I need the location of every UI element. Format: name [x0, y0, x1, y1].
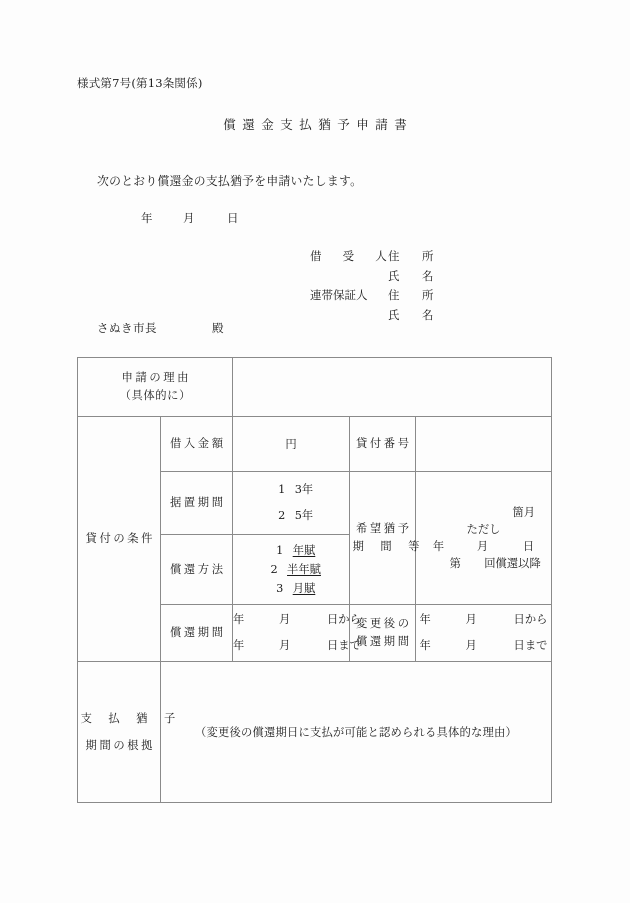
- repayment-period-to-month: 月: [279, 639, 291, 652]
- submission-date-line: [141, 210, 239, 226]
- date-year-label: 年: [141, 211, 153, 225]
- repayment-period-input-cell[interactable]: [233, 605, 361, 662]
- repayment-method-label-cell: [161, 535, 233, 605]
- desired-grace-date-line: [416, 538, 551, 555]
- reason-input-cell[interactable]: [233, 358, 552, 417]
- revised-repayment-period-from-year: 年: [419, 613, 431, 626]
- repayment-method-option-3-text: 月賦: [292, 582, 316, 595]
- grace-period-option-1[interactable]: [233, 477, 349, 503]
- revised-repayment-period-to-year: 年: [419, 639, 431, 652]
- desired-grace-label-cell: [350, 472, 423, 605]
- desired-grace-month: 月: [476, 540, 489, 553]
- guarantor-party-label: 連帯保証人: [310, 288, 368, 302]
- revised-repayment-period-from[interactable]: [416, 607, 551, 633]
- revised-repayment-period-input-cell[interactable]: [416, 605, 552, 662]
- repayment-period-from[interactable]: [233, 607, 361, 633]
- desired-grace-nth-line: [416, 555, 551, 572]
- grace-period-option-1-num: 1: [278, 483, 286, 496]
- grace-period-options-cell[interactable]: [233, 472, 350, 535]
- guarantor-name-label: 氏 名: [388, 307, 439, 322]
- revised-repayment-period-from-day: 日から: [513, 613, 548, 626]
- revised-repayment-period-to-month: 月: [465, 639, 477, 652]
- reason-label-line2: （具体的に）: [119, 389, 191, 402]
- repayment-period-to-day: 日まで: [327, 639, 361, 652]
- loan-conditions-label: 貸付の条件: [85, 532, 156, 545]
- revised-repayment-period-label-line2: 償還期間: [356, 635, 412, 648]
- repayment-period-from-day: 日から: [327, 613, 361, 626]
- repayment-method-option-2-text: 半年賦: [287, 563, 321, 576]
- borrower-address-row: [310, 247, 439, 267]
- repayment-method-label: 償還方法: [170, 562, 226, 576]
- desired-grace-nth-suffix: 回償還以降: [484, 557, 541, 570]
- grace-period-option-1-text: 3年: [294, 483, 314, 496]
- borrower-party-label: 借 受 人: [310, 249, 392, 263]
- grace-period-label-cell: [161, 472, 233, 535]
- loan-amount-label-cell: [161, 417, 233, 472]
- basis-label-line1: 支 払 猶 子: [80, 712, 178, 725]
- date-month-label: 月: [183, 211, 195, 225]
- repayment-period-to-year: 年: [233, 639, 245, 652]
- repayment-period-label: 償還期間: [170, 626, 226, 639]
- loan-conditions-label-cell: [78, 417, 161, 662]
- borrower-name-label: 氏 名: [388, 268, 439, 283]
- repayment-method-option-3[interactable]: [233, 579, 349, 598]
- repayment-method-option-1-text: 年賦: [292, 544, 316, 557]
- revised-repayment-period-from-month: 月: [465, 613, 477, 626]
- loan-number-label: 貸付番号: [356, 437, 412, 450]
- desired-grace-label-line2: 期 間 等: [352, 540, 423, 553]
- addressee-recipient: さぬき市長: [97, 321, 157, 335]
- basis-label-cell: [78, 662, 178, 803]
- repayment-method-option-1[interactable]: [233, 541, 349, 560]
- table-row-reason: [78, 358, 552, 417]
- repayment-method-option-3-num: 3: [276, 582, 284, 595]
- grace-period-option-2-text: 5年: [294, 509, 314, 522]
- reason-label-cell: [78, 358, 233, 417]
- desired-grace-proviso: ただし: [466, 523, 501, 536]
- repayment-method-option-1-num: 1: [276, 544, 284, 557]
- desired-grace-nth-prefix: 第: [449, 557, 461, 570]
- loan-amount-label: 借入金額: [170, 437, 226, 450]
- form-number: 様式第7号(第13条関係): [77, 76, 203, 90]
- page-title: 償還金支払猶予申請書: [223, 117, 414, 132]
- repayment-period-from-month: 月: [279, 613, 291, 626]
- grace-period-label: 据置期間: [170, 496, 226, 509]
- loan-amount-unit: 円: [285, 438, 297, 451]
- addressee-line: [97, 320, 224, 336]
- desired-grace-input-cell[interactable]: [416, 472, 552, 605]
- grace-period-option-2[interactable]: [233, 503, 349, 529]
- repayment-period-to[interactable]: [233, 633, 361, 659]
- grace-period-option-2-num: 2: [278, 509, 286, 522]
- desired-grace-label-line1: 希望猶予: [356, 522, 412, 535]
- loan-amount-input-cell[interactable]: [233, 417, 350, 472]
- basis-label-line2: 期間の根拠: [85, 739, 156, 752]
- table-row-basis: [78, 662, 552, 803]
- desired-grace-months-unit: 箇月: [512, 506, 536, 519]
- revised-repayment-period-to-day: 日まで: [513, 639, 548, 652]
- addressee-honorific: 殿: [212, 321, 224, 335]
- repayment-method-option-2-num: 2: [270, 563, 278, 576]
- borrower-name-row: [310, 267, 439, 287]
- revised-repayment-period-to[interactable]: [416, 633, 551, 659]
- repayment-method-option-2[interactable]: [233, 560, 349, 579]
- reason-label-line1: 申請の理由: [121, 371, 192, 384]
- guarantor-address-row: [310, 286, 439, 306]
- desired-grace-year: 年: [432, 540, 445, 553]
- lead-sentence: 次のとおり償還金の支払猶予を申請いたします。: [97, 174, 363, 188]
- guarantor-address-label: 住 所: [388, 288, 439, 302]
- repayment-period-label-cell: [161, 605, 233, 662]
- date-day-label: 日: [227, 211, 239, 225]
- loan-number-label-cell: [350, 417, 416, 472]
- revised-repayment-period-label-line1: 変更後の: [356, 617, 412, 630]
- borrower-address-label: 住 所: [388, 249, 439, 263]
- repayment-period-from-year: 年: [233, 613, 245, 626]
- application-form-table: [77, 357, 552, 803]
- loan-number-input-cell[interactable]: [416, 417, 552, 472]
- desired-grace-day: 日: [522, 540, 535, 553]
- table-row-loan-amount: [78, 417, 552, 472]
- basis-input-cell[interactable]: [161, 662, 552, 803]
- repayment-method-options-cell[interactable]: [233, 535, 350, 605]
- signature-block: [310, 247, 439, 325]
- guarantor-name-row: [310, 306, 439, 326]
- basis-note: （変更後の償還期日に支払が可能と認められる具体的な理由）: [195, 726, 517, 739]
